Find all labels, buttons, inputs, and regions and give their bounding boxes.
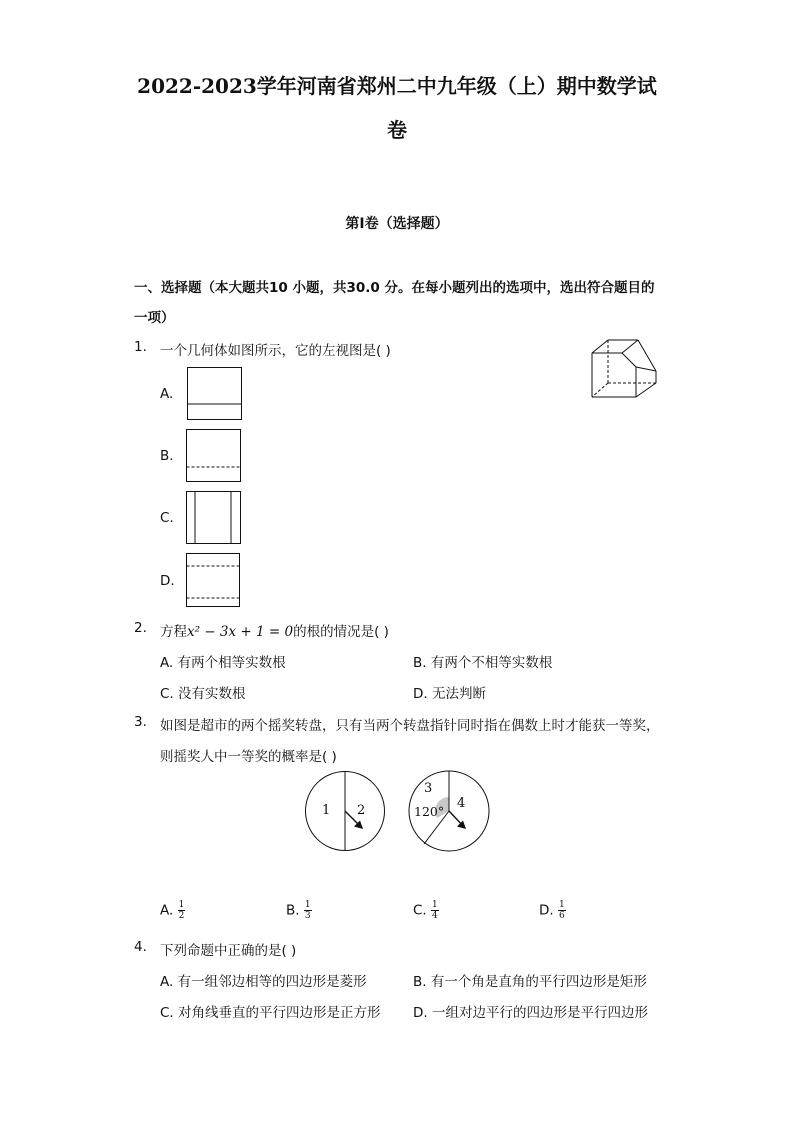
q1-option-a-label: A. [160,386,174,402]
q1-option-b-figure [186,429,242,483]
q1-option-d-label: D. [160,573,175,589]
q2-option-a: A. 有两个相等实数根 [160,655,286,671]
q2-equation: x² − 3x + 1 = 0 [187,624,294,640]
q1-text: 一个几何体如图所示，它的左视图是( ) [160,343,391,359]
doc-title-line1: 2022-2023学年河南省郑州二中九年级（上）期中数学试 [137,74,657,98]
q3-text-line2: 则摇奖人中一等奖的概率是( ) [160,749,337,765]
q2-option-d: D. 无法判断 [413,686,486,702]
section-header-line1: 一、选择题（本大题共10 小题，共30.0 分。在每小题列出的选项中，选出符合题目的 [134,280,655,296]
q1-option-c-figure [186,491,242,545]
doc-title-line2: 卷 [387,118,407,142]
q3-text-line1: 如图是超市的两个摇奖转盘，只有当两个转盘指针同时指在偶数上时才能获一等奖， [160,718,660,734]
q4-number: 4. [134,939,147,955]
q4-text: 下列命题中正确的是( ) [160,943,297,959]
q3-wheel-2-angle: 120° [414,804,445,819]
q3-wheel-1-label-left: 1 [322,803,331,818]
q1-solid-figure [588,335,663,405]
section-header-line2: 一项） [134,310,175,326]
q3-option-c-fraction: $\frac{1}{4}$ [432,900,438,921]
q1-option-a-figure [187,367,243,421]
q4-option-a: A. 有一组邻边相等的四边形是菱形 [160,974,367,990]
q3-option-b-fraction: $\frac{1}{3}$ [304,900,311,921]
q1-number: 1. [134,339,147,355]
q1-option-b-label: B. [160,448,174,464]
q3-option-c: C. $\frac{1}{4}$ [413,900,438,921]
q2-option-b: B. 有两个不相等实数根 [413,655,553,671]
q2-stem [160,620,389,640]
q3-option-b: B. $\frac{1}{3}$ [286,900,311,921]
q4-option-d: D. 一组对边平行的四边形是平行四边形 [413,1005,648,1021]
part-title: 第I卷（选择题） [345,216,449,232]
q3-wheel-1-label-right: 2 [357,803,366,818]
q2-text-before: 方程 [160,624,187,640]
q1-option-c-label: C. [160,510,174,526]
q2-option-c: C. 没有实数根 [160,686,246,702]
q3-option-a-fraction: $\frac{1}{2}$ [178,900,185,921]
q2-text-after: 的根的情况是( ) [293,624,389,640]
q3-number: 3. [134,714,147,730]
q3-wheel-1 [305,770,385,854]
q3-option-d-fraction: $\frac{1}{6}$ [558,900,565,921]
q2-number: 2. [134,620,147,636]
q3-option-d: D. $\frac{1}{6}$ [539,900,565,921]
q3-option-a: A. $\frac{1}{2}$ [160,900,185,921]
q3-wheel-2-label-top: 3 [424,781,433,796]
q4-option-c: C. 对角线垂直的平行四边形是正方形 [160,1005,381,1021]
q4-option-b: B. 有一个角是直角的平行四边形是矩形 [413,974,647,990]
q3-wheel-2-label-right: 4 [457,796,466,811]
q1-option-d-figure [186,553,242,609]
